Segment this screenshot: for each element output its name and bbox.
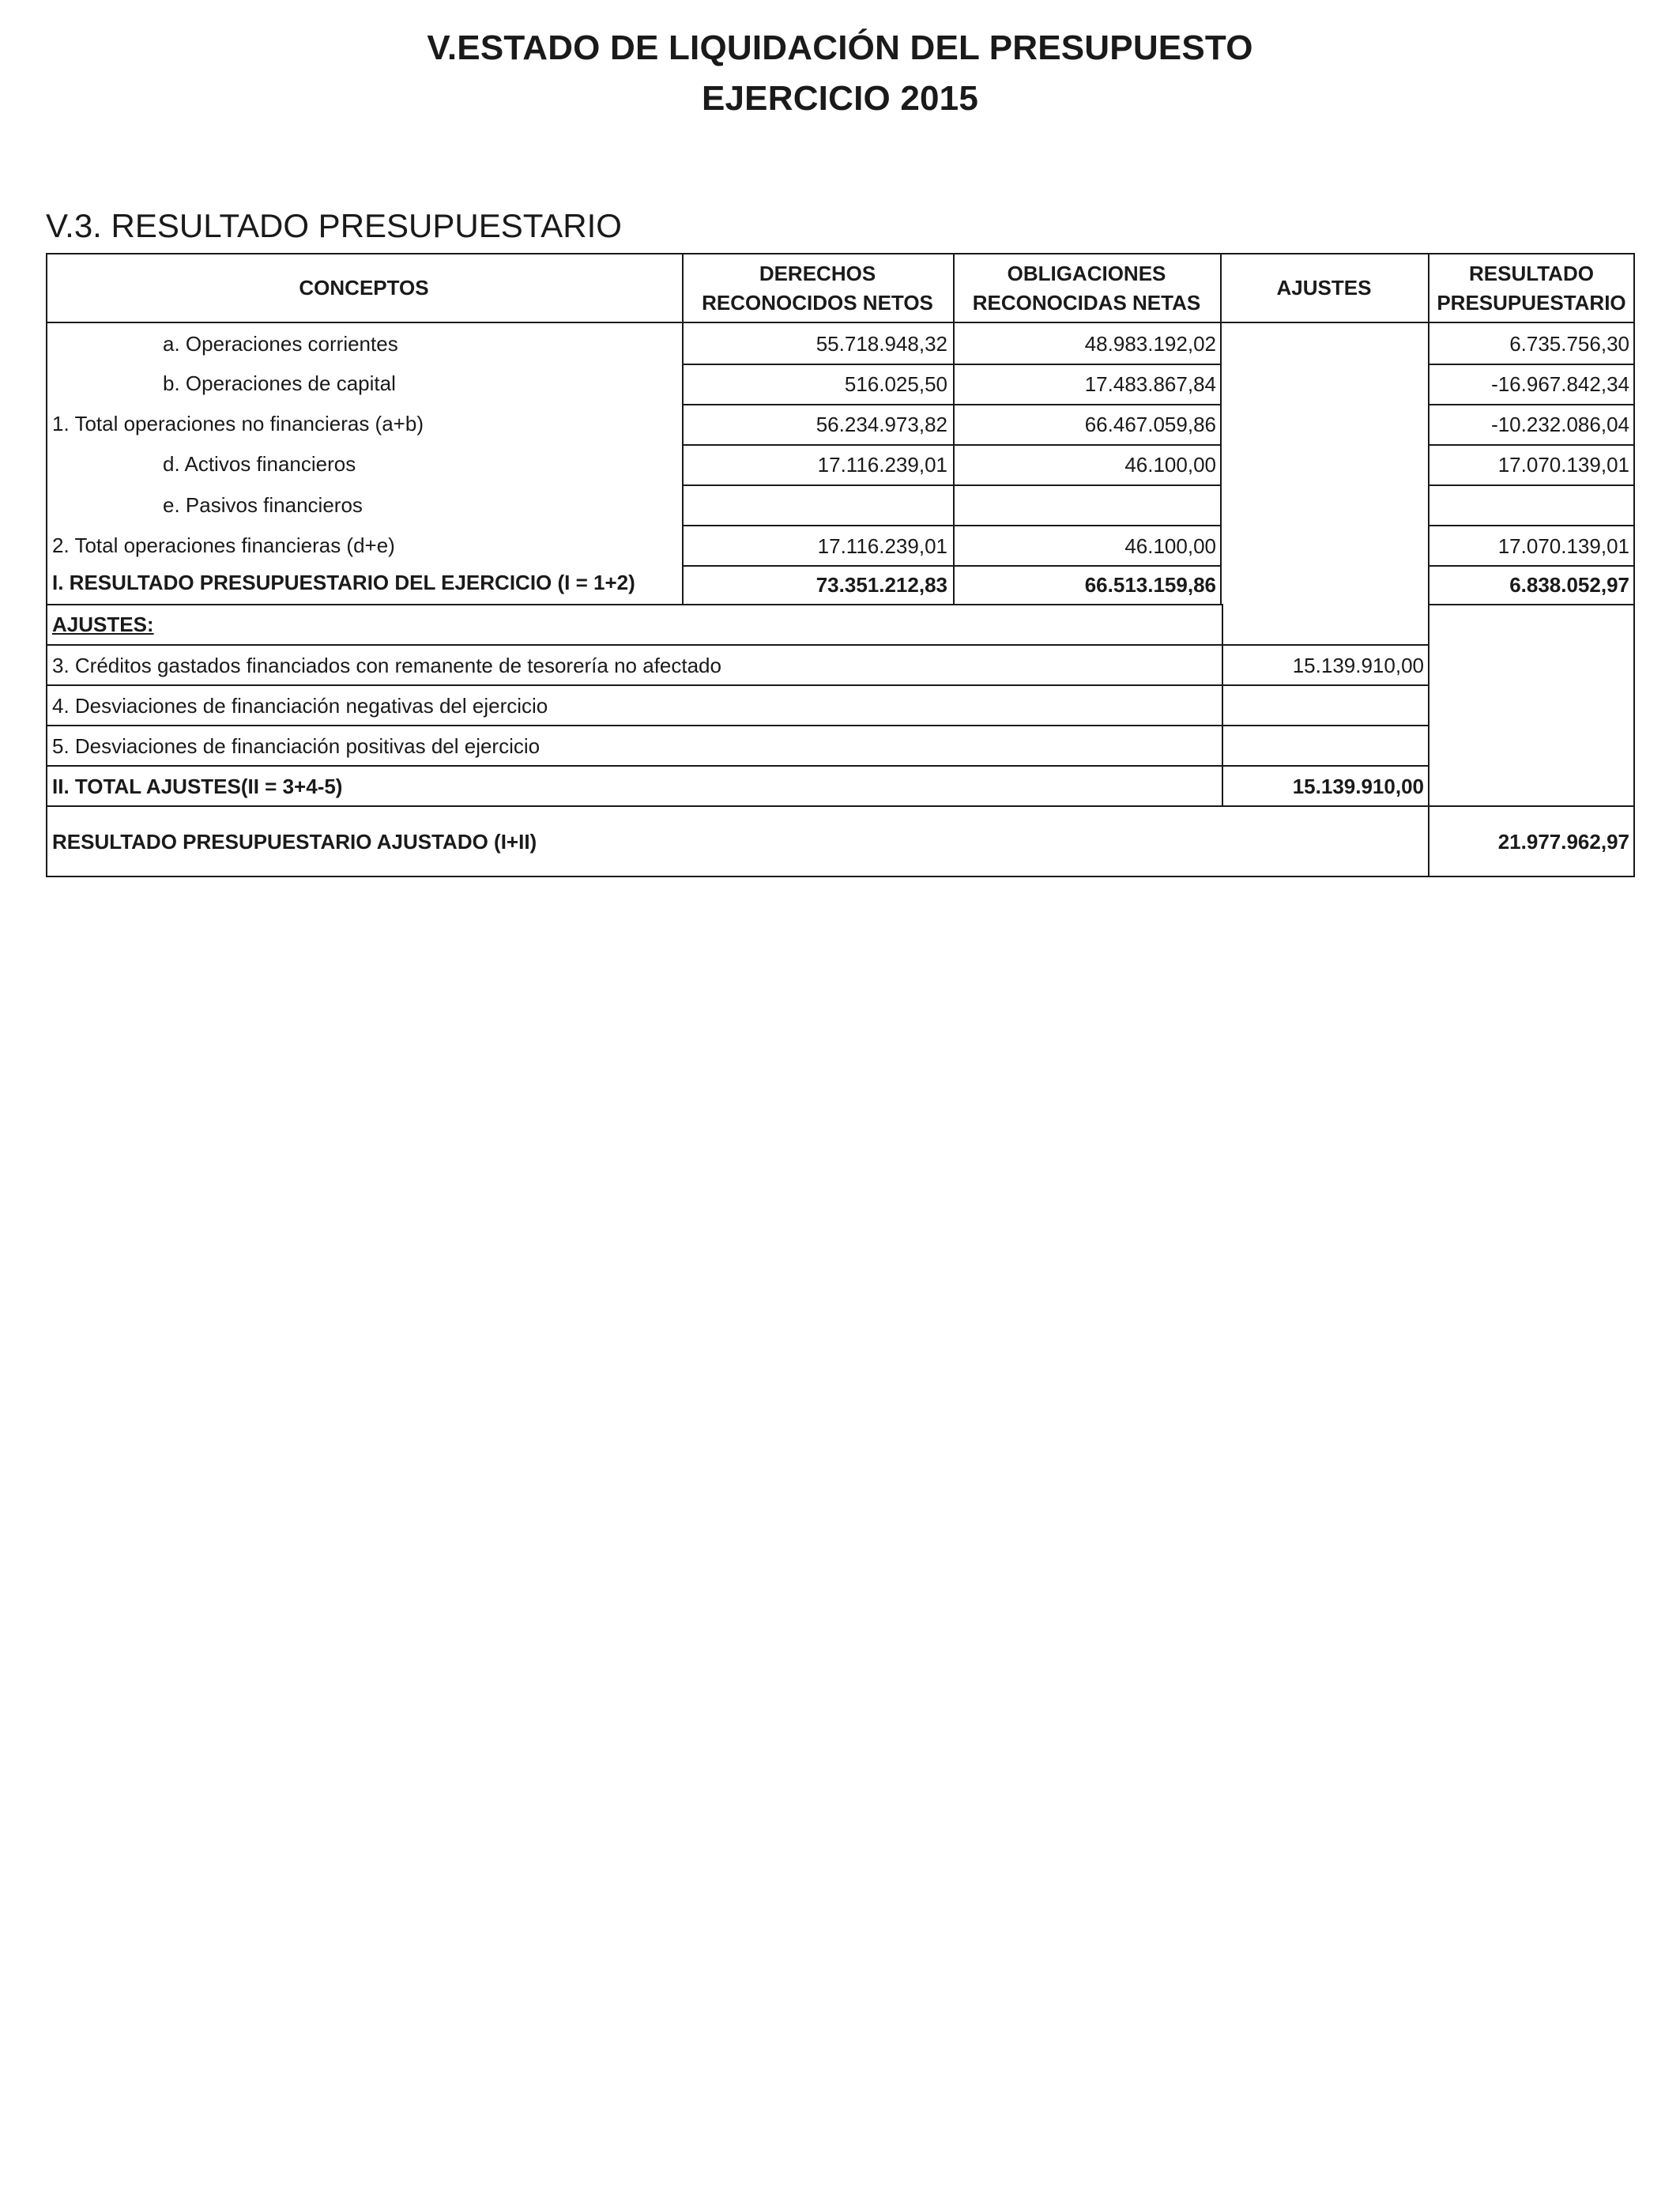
table-row-concepto: I. RESULTADO PRESUPUESTARIO DEL EJERCICIO (I = 1+2) xyxy=(52,571,635,594)
table-row-derechos: 56.234.973,82 xyxy=(816,413,947,436)
resultado-ajustado-concepto: RESULTADO PRESUPUESTARIO AJUSTADO (I+II) xyxy=(52,830,537,854)
table-row-obligaciones: 46.100,00 xyxy=(1124,534,1216,558)
document-title: V.ESTADO DE LIQUIDACIÓN DEL PRESUPUESTO xyxy=(427,28,1253,67)
table-row-obligaciones: 46.100,00 xyxy=(1124,453,1216,477)
table-row-concepto: 1. Total operaciones no financieras (a+b) xyxy=(52,412,424,435)
header-derechos-line1: DERECHOS xyxy=(759,262,876,285)
table-row-concepto: d. Activos financieros xyxy=(163,452,356,476)
ajustes-row-concepto: 3. Créditos gastados financiados con remanente de tesorería no afectado xyxy=(52,654,721,677)
table-row-obligaciones: 48.983.192,02 xyxy=(1084,332,1216,356)
table-row-concepto: b. Operaciones de capital xyxy=(163,371,396,395)
ajustes-label: AJUSTES: xyxy=(52,613,154,636)
header-obligaciones-line1: OBLIGACIONES xyxy=(1007,262,1166,285)
table-row-resultado: 17.070.139,01 xyxy=(1497,534,1629,558)
table-row-obligaciones: 17.483.867,84 xyxy=(1084,372,1216,396)
table-row-derechos: 17.116.239,01 xyxy=(817,534,947,558)
total-ajustes-valor: 15.139.910,00 xyxy=(1292,775,1424,798)
table-row-resultado: 17.070.139,01 xyxy=(1497,453,1629,477)
header-conceptos: CONCEPTOS xyxy=(299,276,429,300)
section-title: V.3. RESULTADO PRESUPUESTARIO xyxy=(46,207,622,244)
table-row-derechos: 73.351.212,83 xyxy=(816,573,947,597)
ajustes-row-concepto: 4. Desviaciones de financiación negativas del ejercicio xyxy=(52,694,548,718)
table-row-concepto: e. Pasivos financieros xyxy=(163,493,363,517)
header-obligaciones-line2: RECONOCIDAS NETAS xyxy=(972,291,1201,315)
header-derechos-line2: RECONOCIDOS NETOS xyxy=(702,291,933,315)
total-ajustes-concepto: II. TOTAL AJUSTES(II = 3+4-5) xyxy=(52,775,343,798)
table-row-resultado: -10.232.086,04 xyxy=(1491,413,1629,436)
table-row-derechos: 516.025,50 xyxy=(844,372,947,396)
header-ajustes: AJUSTES xyxy=(1276,276,1372,300)
table-row-obligaciones: 66.513.159,86 xyxy=(1084,573,1216,597)
table-row-derechos: 17.116.239,01 xyxy=(817,453,947,477)
ajustes-row-concepto: 5. Desviaciones de financiación positivas del ejercicio xyxy=(52,734,541,758)
resultado-ajustado-valor: 21.977.962,97 xyxy=(1497,830,1629,854)
table-row-concepto: 2. Total operaciones financieras (d+e) xyxy=(52,533,395,557)
header-resultado-line2: PRESUPUESTARIO xyxy=(1437,291,1626,315)
table-row-resultado: -16.967.842,34 xyxy=(1491,372,1629,396)
ajustes-row-valor: 15.139.910,00 xyxy=(1292,654,1424,677)
table-row-concepto: a. Operaciones corrientes xyxy=(163,332,398,356)
header-resultado-line1: RESULTADO xyxy=(1469,262,1594,285)
table-row-resultado: 6.735.756,30 xyxy=(1509,332,1629,356)
table-row-obligaciones: 66.467.059,86 xyxy=(1084,413,1216,436)
table-row-derechos: 55.718.948,32 xyxy=(816,332,947,356)
table-row-resultado: 6.838.052,97 xyxy=(1509,573,1629,597)
document-subtitle: EJERCICIO 2015 xyxy=(701,79,979,118)
